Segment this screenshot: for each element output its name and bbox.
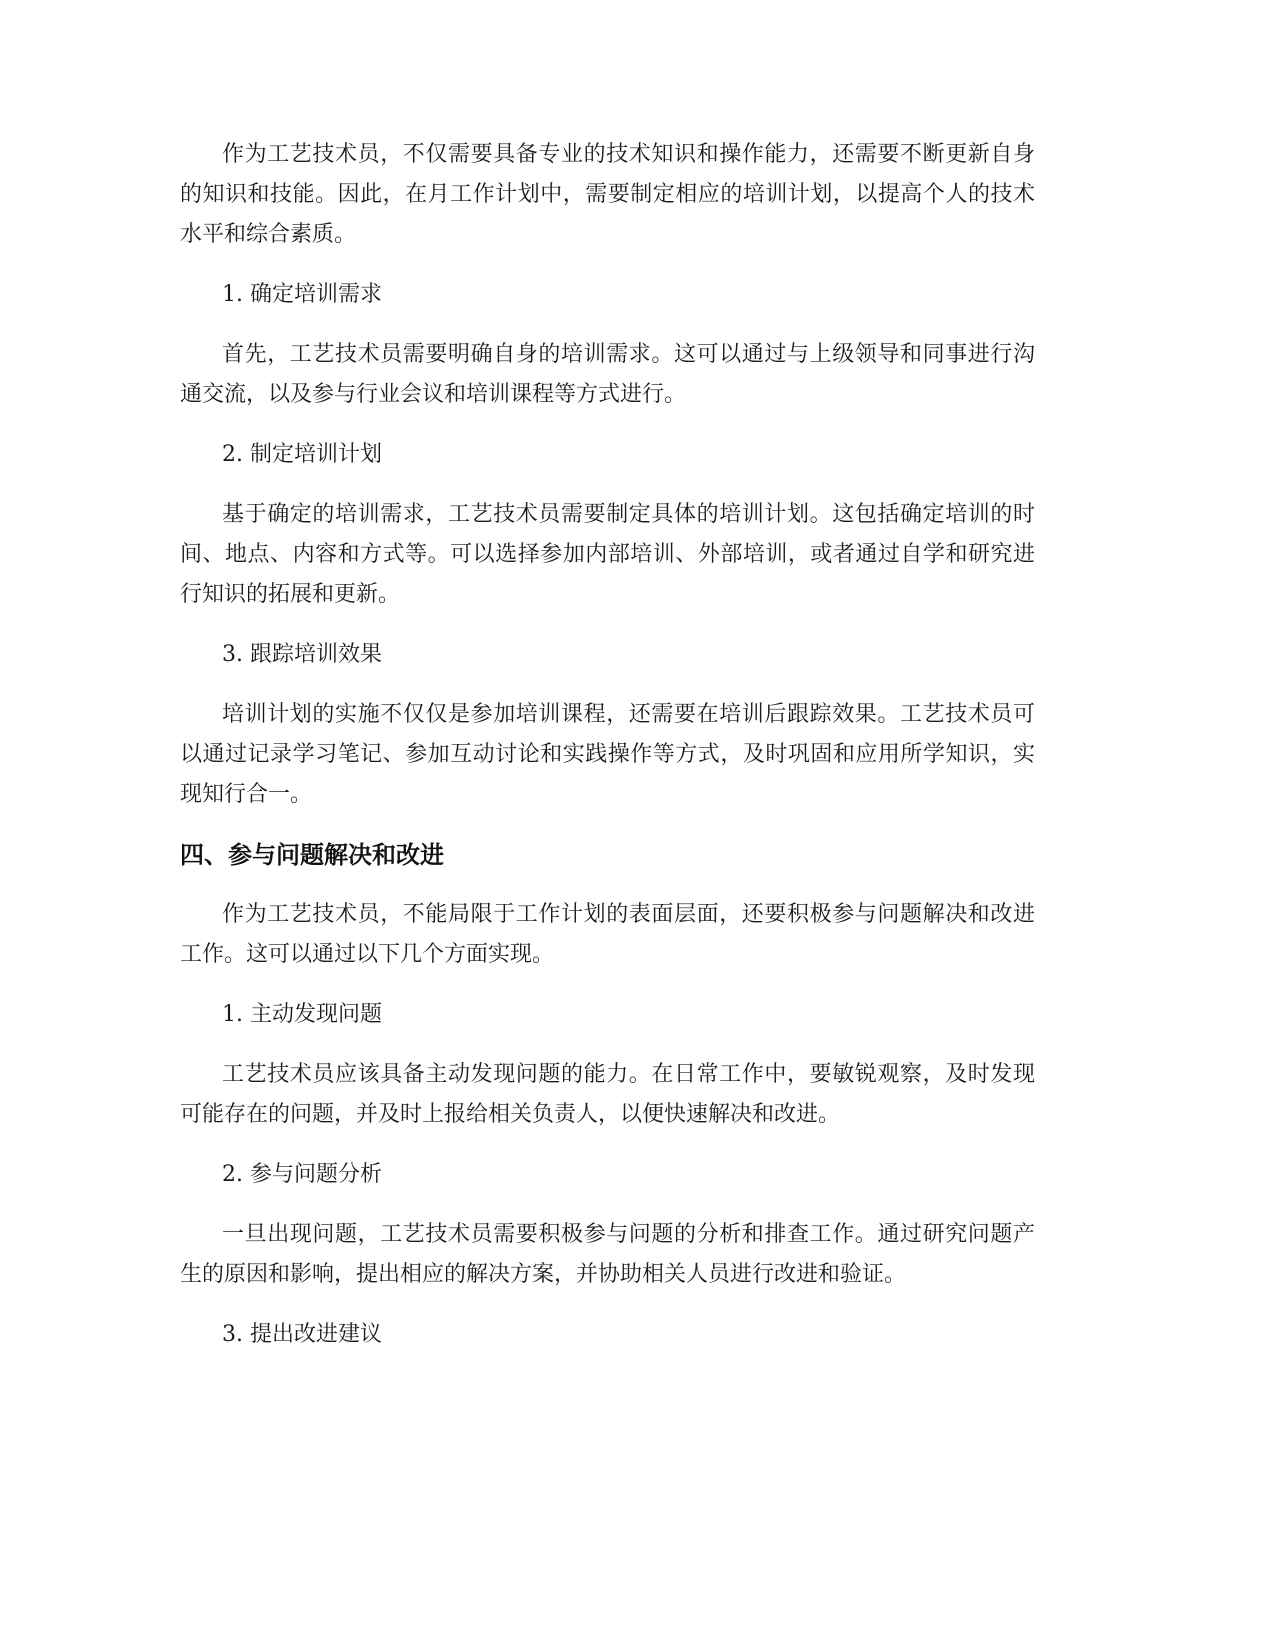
section-heading-problem-solving: 四、参与问题解决和改进	[180, 841, 444, 869]
list-item-track-effect: 3. 跟踪培训效果	[222, 642, 382, 667]
list-item-determine-needs: 1. 确定培训需求	[222, 282, 382, 307]
list-item-make-plan: 2. 制定培训计划	[222, 442, 382, 467]
paragraph-training-intro: 作为工艺技术员，不仅需要具备专业的技术知识和操作能力，还需要不断更新自身的知识和技能。因此，在月工作计划中，需要制定相应的培训计划，以提高个人的技术水平和综合素质。	[180, 142, 1035, 247]
paragraph-find-problems: 工艺技术员应该具备主动发现问题的能力。在日常工作中，要敏锐观察，及时发现可能存在的问题，并及时上报给相关负责人，以便快速解决和改进。	[180, 1062, 1035, 1127]
list-item-suggest-improvements: 3. 提出改进建议	[222, 1322, 382, 1347]
list-item-find-problems: 1. 主动发现问题	[222, 1002, 382, 1027]
paragraph-track-effect: 培训计划的实施不仅仅是参加培训课程，还需要在培训后跟踪效果。工艺技术员可以通过记录学习笔记、参加互动讨论和实践操作等方式，及时巩固和应用所学知识，实现知行合一。	[180, 702, 1035, 807]
paragraph-analyze-problems: 一旦出现问题，工艺技术员需要积极参与问题的分析和排查工作。通过研究问题产生的原因和影响，提出相应的解决方案，并协助相关人员进行改进和验证。	[180, 1222, 1035, 1287]
paragraph-determine-needs: 首先，工艺技术员需要明确自身的培训需求。这可以通过与上级领导和同事进行沟通交流，以及参与行业会议和培训课程等方式进行。	[180, 342, 1035, 407]
list-item-analyze-problems: 2. 参与问题分析	[222, 1162, 382, 1187]
document-page	[180, 135, 1035, 1375]
paragraph-problem-intro: 作为工艺技术员，不能局限于工作计划的表面层面，还要积极参与问题解决和改进工作。这可以通过以下几个方面实现。	[180, 902, 1035, 967]
paragraph-make-plan: 基于确定的培训需求，工艺技术员需要制定具体的培训计划。这包括确定培训的时间、地点、内容和方式等。可以选择参加内部培训、外部培训，或者通过自学和研究进行知识的拓展和更新。	[180, 502, 1035, 607]
